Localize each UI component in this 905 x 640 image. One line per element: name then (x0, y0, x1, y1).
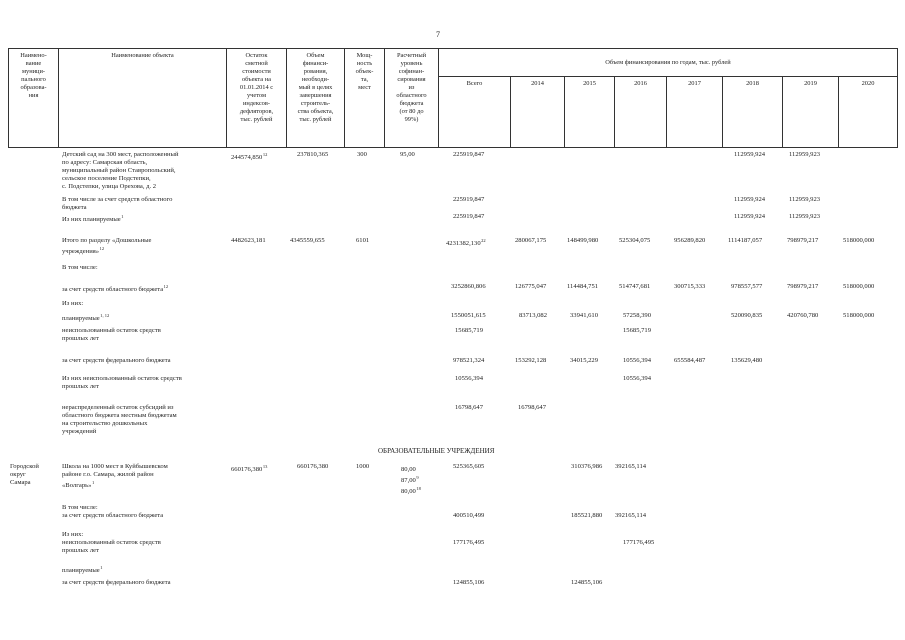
object-line: за счет средств областного бюджета (62, 512, 164, 519)
header-line: муници- (21, 68, 46, 75)
header-line: ства объекта, (297, 108, 334, 115)
header-line: строитель- (300, 100, 331, 107)
y2015-cell: 310376,986 (571, 463, 603, 470)
header-line: дефляторов, (239, 108, 274, 115)
header-year-2015: 2015 (583, 80, 596, 87)
y2015-cell: 33941,610 (570, 312, 599, 319)
y2018-cell: 112959,924 (734, 151, 766, 158)
y2019-cell: 420760,780 (787, 312, 819, 319)
y2015-cell: 185521,880 (571, 512, 603, 519)
header-line: учетом (246, 92, 267, 99)
footnote-mark: 1, 12 (100, 313, 110, 318)
header-year-2017: 2017 (688, 80, 701, 87)
total-cell: 124855,106 (453, 579, 485, 586)
header-line: 01.01.2014 с (239, 84, 274, 91)
object-line: прошлых лет (62, 383, 99, 390)
table-row: В том числе: (62, 264, 98, 271)
y2018-cell: 978557,577 (731, 283, 763, 290)
object-line: Школа на 1000 мест в Куйбышевском (62, 463, 168, 470)
y2017-cell: 300715,333 (674, 283, 706, 290)
cofin-line: 87,00 (401, 477, 416, 484)
object-line: неиспользованный остаток средств (62, 539, 161, 546)
y2014-cell: 280067,175 (515, 237, 547, 244)
header-year-2016: 2016 (634, 80, 647, 87)
years-group-divider (438, 76, 898, 77)
header-year-total: Всего (466, 80, 483, 87)
y2014-cell: 153292,128 (515, 357, 547, 364)
table-row (62, 404, 177, 436)
header-line: Мощ- (356, 52, 373, 59)
y2016-cell: 15685,719 (623, 327, 652, 334)
table-row (62, 327, 161, 343)
total-cell: 225919,847 (453, 213, 485, 220)
y2015-cell: 34015,229 (570, 357, 599, 364)
y2016-cell: 177176,495 (623, 539, 655, 546)
object-line: В том числе: (62, 504, 98, 511)
header-line: уровень (400, 60, 423, 67)
header-line: образова- (20, 84, 47, 91)
header-cofinancing (385, 52, 438, 124)
object-line: нераспределенный остаток субсидий из (62, 404, 174, 411)
total-cell: 225919,847 (453, 196, 485, 203)
table-row: за счет средств федерального бюджета (62, 579, 171, 586)
y2016-cell: 10556,394 (623, 375, 652, 382)
object-line: «Волгарь» (62, 482, 92, 489)
header-line: финанси- (302, 60, 329, 67)
table-row: за счет средств федерального бюджета (62, 357, 171, 364)
header-line: объекта на (241, 76, 271, 83)
table-row (62, 375, 182, 391)
y2019-cell: 112959,923 (789, 196, 821, 203)
header-year-2020: 2020 (861, 80, 875, 87)
footnote-mark: 1 (100, 565, 103, 570)
header-line: Наимено- (20, 52, 47, 59)
cell-value: 4231382,130 (446, 240, 481, 247)
cofin-cell (401, 463, 421, 496)
capacity-cell: 300 (357, 151, 367, 158)
total-cell: 16798,647 (455, 404, 484, 411)
object-line: прошлых лет (62, 335, 99, 342)
total-cell: 225919,847 (453, 151, 485, 158)
section-title: ОБРАЗОВАТЕЛЬНЫЕ УЧРЕЖДЕНИЯ (378, 447, 495, 455)
header-bottom-border (8, 147, 898, 148)
y2019-cell: 112959,923 (789, 151, 821, 158)
object-line: муниципальный район Ставропольский, (62, 167, 176, 174)
y2018-cell: 1114187,057 (728, 237, 763, 244)
cell-value: 660176,380 (231, 466, 263, 473)
y2014-cell: 83713,082 (519, 312, 548, 319)
header-line: Наименование объекта (111, 52, 174, 59)
footnote-mark: 12 (99, 246, 105, 251)
footnote-mark: 12 (163, 284, 169, 289)
object-line: учреждения» (62, 248, 100, 255)
y2014-cell: 16798,647 (518, 404, 547, 411)
total-cell: 177176,495 (453, 539, 485, 546)
header-line: мый в целях (298, 84, 333, 91)
object-line: планируемые (62, 315, 100, 322)
object-line: с. Подстепки, улица Орехова, д. 2 (62, 183, 157, 190)
y2016-cell: 10556,394 (623, 357, 652, 364)
cell-value: 244574,850 (231, 154, 263, 161)
header-line: (от 80 до (399, 108, 424, 115)
y2019-cell: 112959,923 (789, 213, 821, 220)
table-row (62, 196, 172, 212)
col-divider (58, 48, 59, 148)
table-row (62, 237, 151, 256)
header-financing-volume (287, 52, 344, 124)
col-divider (897, 48, 898, 148)
object-line: Из них: (62, 531, 84, 538)
header-object (59, 52, 226, 60)
y2016-cell: 57258,390 (623, 312, 652, 319)
table-row (62, 531, 161, 555)
remaining-cost-cell (231, 151, 267, 162)
y2020-cell: 518000,000 (843, 283, 875, 290)
header-line: завершения (299, 92, 332, 99)
header-line: сметной (245, 60, 268, 67)
header-line: Остаток (245, 52, 268, 59)
footnote-mark: 13 (262, 464, 268, 469)
object-line: районе г.о. Самара, жилой район (62, 471, 154, 478)
object-line: сельское поселение Подстепки, (62, 175, 151, 182)
total-cell: 525365,605 (453, 463, 485, 470)
table-row: Из них: (62, 300, 84, 307)
header-line: софинан- (398, 68, 425, 75)
footnote-mark: 9 (416, 475, 419, 480)
header-line: бюджета (399, 100, 424, 107)
y2016-cell: 525304,075 (619, 237, 651, 244)
municipality-line: Городской (10, 463, 39, 470)
header-line: мест (358, 84, 371, 91)
volume-cell: 237810,365 (297, 151, 329, 158)
y2015-cell: 124855,106 (571, 579, 603, 586)
municipality-line: Самара (10, 479, 31, 486)
object-line: по адресу: Самарская область, (62, 159, 148, 166)
header-capacity (345, 52, 384, 92)
header-line: Объем финансирования по годам, тыс. рублей (605, 59, 731, 66)
header-line: рования, (303, 68, 328, 75)
object-line: учреждений (62, 428, 97, 435)
object-line: В том числе за счет средств областного (62, 196, 173, 203)
footnote-mark: 1 (91, 480, 95, 485)
header-line: сирования (397, 76, 426, 83)
header-line: объек- (355, 68, 374, 75)
header-years-group (439, 59, 897, 67)
footnote-mark: 18 (416, 486, 421, 491)
cofin-cell: 95,00 (400, 151, 415, 158)
table-row (62, 463, 168, 490)
y2017-cell: 956289,820 (674, 237, 706, 244)
object-line: Из них планируемые (62, 216, 121, 223)
y2014-cell: 126775,047 (515, 283, 547, 290)
header-year-2018: 2018 (746, 80, 759, 87)
header-line: та, (360, 76, 369, 83)
object-line: планируемые (62, 567, 100, 574)
object-line: за счет средств областного бюджета (62, 286, 164, 293)
y2017-cell: 655584,487 (674, 357, 706, 364)
header-line: тыс. рублей (240, 116, 273, 123)
capacity-cell: 1000 (356, 463, 370, 470)
header-line: необходи- (301, 76, 330, 83)
header-line: Объем (306, 52, 325, 59)
remaining-cost-cell: 4482623,181 (231, 237, 266, 244)
y2020-cell: 518000,000 (843, 312, 875, 319)
object-line: Из них неиспользованный остаток средств (62, 375, 182, 382)
table-row (62, 213, 123, 224)
y2018-cell: 520090,835 (731, 312, 763, 319)
y2019-cell: 798979,217 (787, 283, 819, 290)
y2020-cell: 518000,000 (843, 237, 875, 244)
table-row (62, 283, 168, 294)
y2016-cell: 392165,114 (615, 463, 647, 470)
y2016-cell: 392165,114 (615, 512, 647, 519)
total-cell: 400510,499 (453, 512, 485, 519)
remaining-cost-cell (231, 463, 267, 474)
volume-cell: 4345559,655 (290, 237, 325, 244)
y2015-cell: 114484,751 (567, 283, 599, 290)
header-line: вание (25, 60, 42, 67)
header-line: пального (21, 76, 46, 83)
header-year-2019: 2019 (804, 80, 817, 87)
y2016-cell: 514747,681 (619, 283, 651, 290)
table-row (62, 564, 102, 575)
table-top-border (8, 48, 898, 49)
footnote-mark: 22 (481, 238, 486, 243)
y2015-cell: 148499,980 (567, 237, 599, 244)
volume-cell: 660176,380 (297, 463, 329, 470)
cofin-line: 80,00 (401, 466, 416, 473)
total-cell: 15685,719 (455, 327, 484, 334)
header-year-2014: 2014 (531, 80, 544, 87)
y2018-cell: 112959,924 (734, 196, 766, 203)
y2019-cell: 798979,217 (787, 237, 819, 244)
header-municipality (9, 52, 58, 100)
municipality-cell (10, 463, 39, 487)
page-number: 7 (436, 30, 440, 39)
header-line: ния (28, 92, 39, 99)
object-line: прошлых лет (62, 547, 99, 554)
object-line: на строительство дошкольных (62, 420, 148, 427)
header-remaining-cost (227, 52, 286, 124)
footnote-mark: 1 (121, 214, 124, 219)
header-line: 99%) (404, 116, 419, 123)
header-line: областного (396, 92, 427, 99)
capacity-cell: 6101 (356, 237, 370, 244)
object-line: Итого по разделу «Дошкольные (62, 237, 152, 244)
header-line: тыс. рублей (299, 116, 332, 123)
header-line: индексов- (242, 100, 271, 107)
total-cell: 3252860,806 (451, 283, 486, 290)
total-cell: 10556,394 (455, 375, 484, 382)
header-line: Расчетный (396, 52, 427, 59)
total-cell (446, 237, 486, 248)
object-line: областного бюджета местным бюджетам (62, 412, 177, 419)
y2018-cell: 112959,924 (734, 213, 766, 220)
y2018-cell: 135629,480 (731, 357, 763, 364)
header-line: из (408, 84, 415, 91)
table-row (62, 504, 163, 520)
total-cell: 978521,324 (453, 357, 485, 364)
footnote-mark: 12 (262, 152, 268, 157)
object-line: Детский сад на 300 мест, расположенный (62, 151, 179, 158)
header-line: ность (356, 60, 373, 67)
object-line: бюджета (62, 204, 87, 211)
object-line: неиспользованный остаток средств (62, 327, 161, 334)
cofin-line: 80,00 (401, 488, 416, 495)
total-cell: 1550051,615 (451, 312, 486, 319)
municipality-line: округ (10, 471, 26, 478)
header-line: стоимости (242, 68, 271, 75)
table-row (62, 151, 178, 191)
table-row (62, 312, 109, 323)
